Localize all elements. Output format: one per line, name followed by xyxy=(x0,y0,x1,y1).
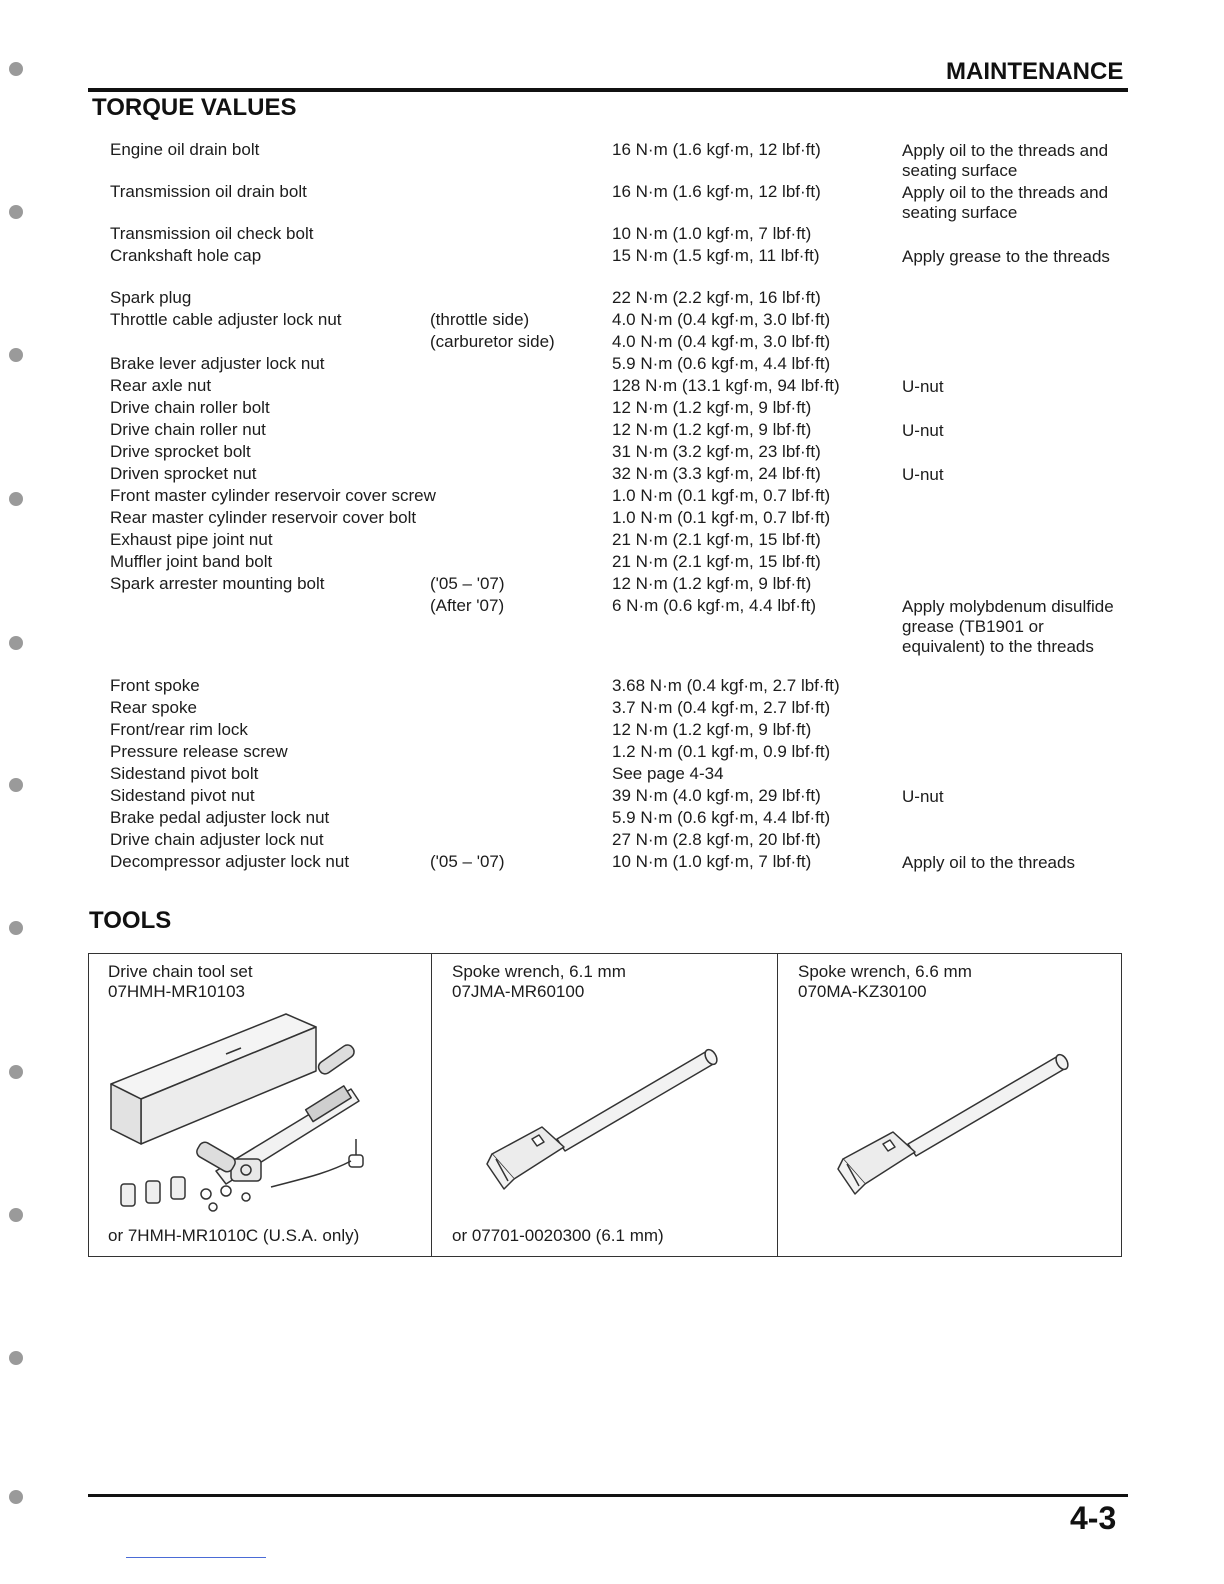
tool-alternate: or 7HMH-MR1010C (U.S.A. only) xyxy=(108,1226,360,1245)
torque-value: 16 N·m (1.6 kgf·m, 12 lbf·ft) xyxy=(612,140,821,159)
torque-row xyxy=(0,375,1224,397)
torque-item-name: Decompressor adjuster lock nut xyxy=(110,852,350,871)
tool-cell-spoke-wrench-61 xyxy=(431,954,778,1256)
torque-note: Apply grease to the threads xyxy=(902,247,1110,266)
torque-row xyxy=(0,139,1224,180)
torque-row xyxy=(0,851,1224,873)
torque-row xyxy=(0,697,1224,719)
torque-value: 16 N·m (1.6 kgf·m, 12 lbf·ft) xyxy=(612,182,821,201)
torque-item-name: Sidestand pivot nut xyxy=(110,786,255,805)
torque-row xyxy=(0,245,1224,267)
torque-row xyxy=(0,463,1224,485)
torque-value: 1.2 N·m (0.1 kgf·m, 0.9 lbf·ft) xyxy=(612,742,831,761)
torque-item-name: Brake pedal adjuster lock nut xyxy=(110,808,330,827)
tool-name: Spoke wrench, 6.1 mm xyxy=(452,962,626,981)
punch-hole xyxy=(9,921,23,935)
torque-value: 6 N·m (0.6 kgf·m, 4.4 lbf·ft) xyxy=(612,596,817,615)
torque-item-name: Exhaust pipe joint nut xyxy=(110,530,273,549)
drive-chain-tool-set-illustration xyxy=(101,1009,391,1224)
torque-value: 4.0 N·m (0.4 kgf·m, 3.0 lbf·ft) xyxy=(612,310,831,329)
tools-table xyxy=(88,953,1122,1257)
torque-value: 3.68 N·m (0.4 kgf·m, 2.7 lbf·ft) xyxy=(612,676,840,695)
torque-value: 12 N·m (1.2 kgf·m, 9 lbf·ft) xyxy=(612,720,812,739)
torque-value: 12 N·m (1.2 kgf·m, 9 lbf·ft) xyxy=(612,574,812,593)
torque-row xyxy=(0,287,1224,309)
torque-values-title: TORQUE VALUES xyxy=(92,94,297,121)
torque-row xyxy=(0,807,1224,829)
punch-hole xyxy=(9,1208,23,1222)
torque-item-name: Front master cylinder reservoir cover screw xyxy=(110,486,436,505)
torque-item-name: Front spoke xyxy=(110,676,200,695)
tool-number: 07HMH-MR10103 xyxy=(108,982,245,1001)
tool-number: 07JMA-MR60100 xyxy=(452,982,585,1001)
footer-rule xyxy=(88,1494,1128,1497)
torque-row xyxy=(0,763,1224,785)
torque-row xyxy=(0,785,1224,807)
torque-value: 32 N·m (3.3 kgf·m, 24 lbf·ft) xyxy=(612,464,821,483)
torque-note: U-nut xyxy=(902,465,944,484)
punch-hole xyxy=(9,636,23,650)
torque-row xyxy=(0,309,1224,331)
punch-hole xyxy=(9,205,23,219)
torque-item-name: Engine oil drain bolt xyxy=(110,140,260,159)
torque-row xyxy=(0,353,1224,375)
punch-hole xyxy=(9,1065,23,1079)
torque-row xyxy=(0,529,1224,551)
torque-item-name: Crankshaft hole cap xyxy=(110,246,262,265)
torque-note: Apply oil to the threads and seating surface xyxy=(902,141,1109,180)
torque-value: See page 4-34 xyxy=(612,764,724,783)
torque-item-name: Driven sprocket nut xyxy=(110,464,257,483)
torque-item-name: Rear spoke xyxy=(110,698,197,717)
torque-item-name: Muffler joint band bolt xyxy=(110,552,273,571)
punch-hole xyxy=(9,1490,23,1504)
torque-item-name: Sidestand pivot bolt xyxy=(110,764,259,783)
torque-value: 10 N·m (1.0 kgf·m, 7 lbf·ft) xyxy=(612,224,812,243)
tools-title: TOOLS xyxy=(89,907,172,934)
torque-value: 128 N·m (13.1 kgf·m, 94 lbf·ft) xyxy=(612,376,840,395)
torque-value: 12 N·m (1.2 kgf·m, 9 lbf·ft) xyxy=(612,398,812,417)
tool-name: Drive chain tool set xyxy=(108,962,253,981)
torque-row xyxy=(0,419,1224,441)
torque-row xyxy=(0,829,1224,851)
torque-value: 5.9 N·m (0.6 kgf·m, 4.4 lbf·ft) xyxy=(612,354,831,373)
torque-item-name: Throttle cable adjuster lock nut xyxy=(110,310,342,329)
torque-condition: (After '07) xyxy=(430,596,505,615)
torque-item-name: Drive chain roller nut xyxy=(110,420,266,439)
torque-value: 5.9 N·m (0.6 kgf·m, 4.4 lbf·ft) xyxy=(612,808,831,827)
torque-note: U-nut xyxy=(902,377,944,396)
torque-value: 1.0 N·m (0.1 kgf·m, 0.7 lbf·ft) xyxy=(612,508,831,527)
torque-note: Apply oil to the threads and seating surface xyxy=(902,183,1109,222)
tool-alternate: or 07701-0020300 (6.1 mm) xyxy=(452,1226,664,1245)
torque-value: 1.0 N·m (0.1 kgf·m, 0.7 lbf·ft) xyxy=(612,486,831,505)
punch-hole xyxy=(9,62,23,76)
torque-note: U-nut xyxy=(902,421,944,440)
tool-cell-spoke-wrench-66 xyxy=(777,954,1122,1256)
punch-hole xyxy=(9,1351,23,1365)
torque-value: 27 N·m (2.8 kgf·m, 20 lbf·ft) xyxy=(612,830,821,849)
torque-item-name: Transmission oil drain bolt xyxy=(110,182,307,201)
torque-value: 4.0 N·m (0.4 kgf·m, 3.0 lbf·ft) xyxy=(612,332,831,351)
torque-row xyxy=(0,223,1224,245)
torque-item-name: Rear axle nut xyxy=(110,376,212,395)
torque-item-name: Brake lever adjuster lock nut xyxy=(110,354,325,373)
torque-item-name: Spark plug xyxy=(110,288,192,307)
link-underline xyxy=(126,1557,266,1558)
page-number: 4-3 xyxy=(1070,1500,1117,1536)
tool-number: 070MA-KZ30100 xyxy=(798,982,927,1001)
tool-name: Spoke wrench, 6.6 mm xyxy=(798,962,972,981)
torque-note: U-nut xyxy=(902,787,944,806)
torque-value: 10 N·m (1.0 kgf·m, 7 lbf·ft) xyxy=(612,852,812,871)
torque-row xyxy=(0,551,1224,573)
torque-item-name: Drive chain adjuster lock nut xyxy=(110,830,324,849)
torque-item-name: Drive sprocket bolt xyxy=(110,442,251,461)
section-header: MAINTENANCE xyxy=(946,58,1124,85)
torque-note: Apply molybdenum disulfide grease (TB1901 or equivalent) to the threads xyxy=(902,597,1114,656)
torque-row xyxy=(0,675,1224,697)
torque-row xyxy=(0,181,1224,222)
torque-item-name: Front/rear rim lock xyxy=(110,720,248,739)
header-rule xyxy=(88,88,1128,92)
torque-value: 22 N·m (2.2 kgf·m, 16 lbf·ft) xyxy=(612,288,821,307)
torque-row xyxy=(0,331,1224,353)
torque-item-name: Rear master cylinder reservoir cover bolt xyxy=(110,508,417,527)
torque-value: 12 N·m (1.2 kgf·m, 9 lbf·ft) xyxy=(612,420,812,439)
torque-row xyxy=(0,441,1224,463)
torque-note: Apply oil to the threads xyxy=(902,853,1075,872)
torque-item-name: Transmission oil check bolt xyxy=(110,224,314,243)
torque-condition: (carburetor side) xyxy=(430,332,555,351)
tool-cell-drive-chain-tool-set xyxy=(89,954,431,1256)
torque-row xyxy=(0,485,1224,507)
torque-value: 15 N·m (1.5 kgf·m, 11 lbf·ft) xyxy=(612,246,820,265)
torque-row xyxy=(0,719,1224,741)
torque-value: 31 N·m (3.2 kgf·m, 23 lbf·ft) xyxy=(612,442,821,461)
torque-row xyxy=(0,595,1224,656)
torque-condition: ('05 – '07) xyxy=(430,852,505,871)
torque-row xyxy=(0,397,1224,419)
torque-value: 3.7 N·m (0.4 kgf·m, 2.7 lbf·ft) xyxy=(612,698,831,717)
spoke-wrench-61-illustration xyxy=(482,1039,742,1199)
torque-item-name: Pressure release screw xyxy=(110,742,288,761)
spoke-wrench-66-illustration xyxy=(833,1044,1093,1204)
torque-item-name: Drive chain roller bolt xyxy=(110,398,270,417)
torque-item-name: Spark arrester mounting bolt xyxy=(110,574,325,593)
torque-row xyxy=(0,507,1224,529)
torque-condition: ('05 – '07) xyxy=(430,574,505,593)
torque-condition: (throttle side) xyxy=(430,310,530,329)
torque-row xyxy=(0,741,1224,763)
torque-value: 21 N·m (2.1 kgf·m, 15 lbf·ft) xyxy=(612,530,821,549)
torque-value: 21 N·m (2.1 kgf·m, 15 lbf·ft) xyxy=(612,552,821,571)
torque-value: 39 N·m (4.0 kgf·m, 29 lbf·ft) xyxy=(612,786,821,805)
torque-row xyxy=(0,573,1224,595)
